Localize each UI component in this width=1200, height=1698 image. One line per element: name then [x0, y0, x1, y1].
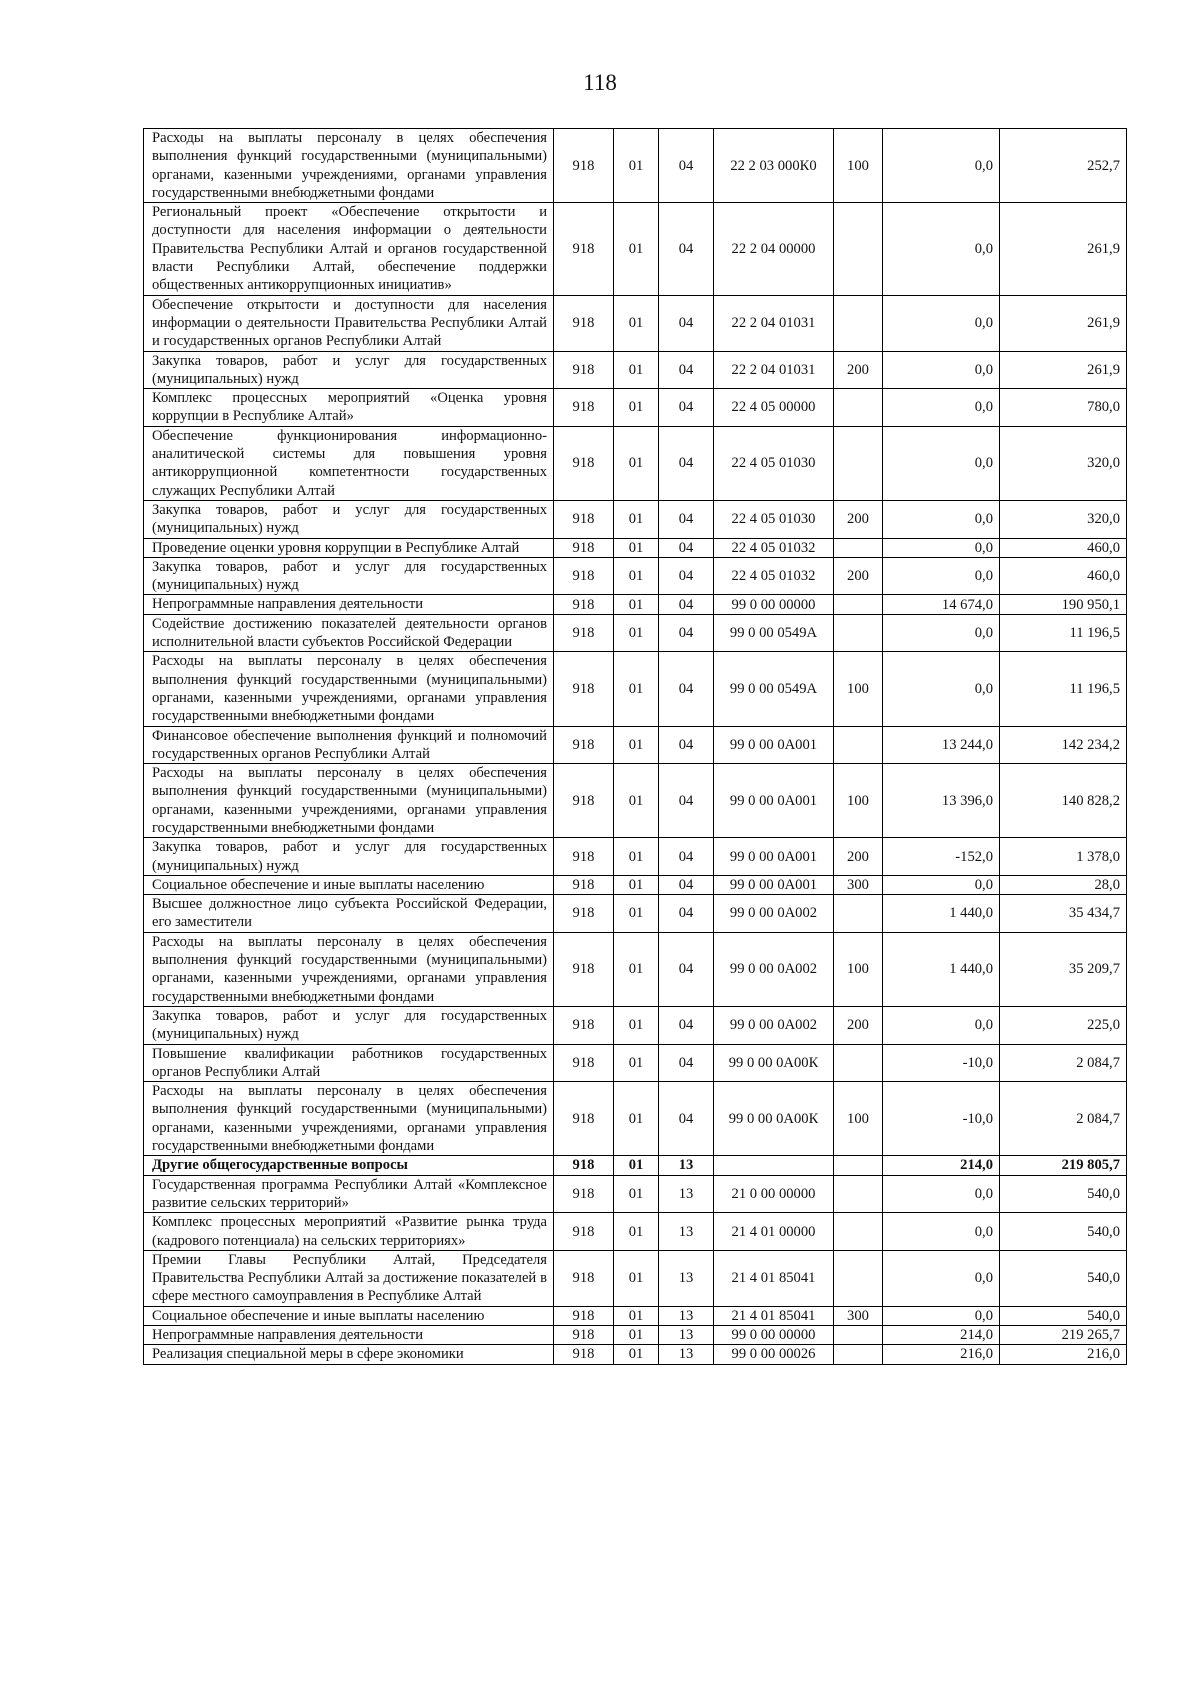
row-rz-cell: 01: [614, 838, 659, 876]
row-pr-cell: 13: [659, 1345, 714, 1364]
table-row: [144, 1250, 1127, 1306]
row-rz-cell: 01: [614, 1306, 659, 1325]
row-total-cell: 540,0: [1000, 1306, 1127, 1325]
row-vr-cell: 300: [834, 875, 883, 894]
row-name-cell: Региональный проект «Обеспечение открытости и доступности для населения информации о деятельности Правительства Республики Алтай и органов государственной власти Республики Алтай, обеспечение поддержки общественных антикоррупционных инициатив»: [144, 203, 554, 295]
row-rz-cell: 01: [614, 1082, 659, 1156]
row-name-cell: Расходы на выплаты персоналу в целях обеспечения выполнения функций государственными (муниципальными) органами, казенными учреждениями, органами управления государственными внебюджетными фондами: [144, 652, 554, 726]
row-gr-cell: 918: [554, 1006, 614, 1044]
row-gr-cell: 918: [554, 1044, 614, 1082]
row-csr-cell: 21 0 00 00000: [714, 1175, 834, 1213]
row-name-cell: Непрограммные направления деятельности: [144, 595, 554, 614]
row-pr-cell: 04: [659, 726, 714, 764]
row-vr-cell: 100: [834, 652, 883, 726]
row-change-cell: 13 396,0: [883, 764, 1000, 838]
row-total-cell: 28,0: [1000, 875, 1127, 894]
row-total-cell: 219 265,7: [1000, 1326, 1127, 1345]
row-pr-cell: 13: [659, 1156, 714, 1175]
row-name-cell: Закупка товаров, работ и услуг для государственных (муниципальных) нужд: [144, 557, 554, 595]
row-name-cell: Социальное обеспечение и иные выплаты населению: [144, 1306, 554, 1325]
row-change-cell: 0,0: [883, 295, 1000, 351]
row-vr-cell: [834, 295, 883, 351]
row-vr-cell: [834, 538, 883, 557]
row-gr-cell: 918: [554, 1345, 614, 1364]
row-name-cell: Социальное обеспечение и иные выплаты населению: [144, 875, 554, 894]
table-row: [144, 1306, 1127, 1325]
row-vr-cell: [834, 595, 883, 614]
row-csr-cell: 99 0 00 0549А: [714, 614, 834, 652]
row-vr-cell: [834, 1156, 883, 1175]
row-csr-cell: 99 0 00 0А001: [714, 726, 834, 764]
row-pr-cell: 04: [659, 1006, 714, 1044]
row-gr-cell: 918: [554, 389, 614, 427]
row-rz-cell: 01: [614, 1044, 659, 1082]
table-row: [144, 595, 1127, 614]
row-total-cell: 252,7: [1000, 129, 1127, 203]
row-gr-cell: 918: [554, 838, 614, 876]
row-gr-cell: 918: [554, 129, 614, 203]
row-total-cell: 11 196,5: [1000, 614, 1127, 652]
row-gr-cell: 918: [554, 895, 614, 933]
row-name-cell: Содействие достижению показателей деятельности органов исполнительной власти субъектов Российской Федерации: [144, 614, 554, 652]
row-pr-cell: 04: [659, 295, 714, 351]
row-total-cell: 540,0: [1000, 1250, 1127, 1306]
row-rz-cell: 01: [614, 295, 659, 351]
row-name-cell: Расходы на выплаты персоналу в целях обеспечения выполнения функций государственными (муниципальными) органами, казенными учреждениями, органами управления государственными внебюджетными фондами: [144, 764, 554, 838]
row-pr-cell: 04: [659, 351, 714, 389]
row-rz-cell: 01: [614, 595, 659, 614]
row-name-cell: Комплекс процессных мероприятий «Развитие рынка труда (кадрового потенциала) на сельских территориях»: [144, 1213, 554, 1251]
row-change-cell: 214,0: [883, 1156, 1000, 1175]
table-row: [144, 557, 1127, 595]
row-csr-cell: 22 4 05 00000: [714, 389, 834, 427]
row-total-cell: 140 828,2: [1000, 764, 1127, 838]
row-vr-cell: 200: [834, 351, 883, 389]
table-row: [144, 203, 1127, 295]
row-gr-cell: 918: [554, 726, 614, 764]
row-pr-cell: 04: [659, 595, 714, 614]
row-csr-cell: 22 2 04 01031: [714, 351, 834, 389]
row-pr-cell: 04: [659, 895, 714, 933]
table-row: [144, 1006, 1127, 1044]
row-total-cell: 11 196,5: [1000, 652, 1127, 726]
row-pr-cell: 13: [659, 1175, 714, 1213]
row-vr-cell: [834, 1345, 883, 1364]
row-csr-cell: 22 4 05 01030: [714, 500, 834, 538]
table-row: [144, 500, 1127, 538]
row-gr-cell: 918: [554, 1326, 614, 1345]
row-change-cell: 1 440,0: [883, 895, 1000, 933]
row-change-cell: 0,0: [883, 389, 1000, 427]
page-number: 118: [583, 70, 617, 95]
row-gr-cell: 918: [554, 1082, 614, 1156]
table-row: [144, 351, 1127, 389]
row-csr-cell: 22 2 04 01031: [714, 295, 834, 351]
row-rz-cell: 01: [614, 1156, 659, 1175]
row-gr-cell: 918: [554, 351, 614, 389]
row-vr-cell: 100: [834, 129, 883, 203]
row-vr-cell: [834, 389, 883, 427]
table-row: [144, 1326, 1127, 1345]
row-vr-cell: [834, 203, 883, 295]
table-row: [144, 1175, 1127, 1213]
row-csr-cell: 22 2 04 00000: [714, 203, 834, 295]
row-rz-cell: 01: [614, 932, 659, 1006]
row-total-cell: 261,9: [1000, 295, 1127, 351]
table-row: [144, 895, 1127, 933]
row-vr-cell: 200: [834, 838, 883, 876]
row-pr-cell: 04: [659, 389, 714, 427]
table-row: [144, 1082, 1127, 1156]
table-row: [144, 129, 1127, 203]
table-row: [144, 295, 1127, 351]
row-vr-cell: [834, 1044, 883, 1082]
row-name-cell: Проведение оценки уровня коррупции в Республике Алтай: [144, 538, 554, 557]
row-rz-cell: 01: [614, 500, 659, 538]
row-pr-cell: 04: [659, 764, 714, 838]
row-change-cell: 216,0: [883, 1345, 1000, 1364]
row-change-cell: 0,0: [883, 614, 1000, 652]
row-csr-cell: 99 0 00 0А002: [714, 895, 834, 933]
budget-table: [143, 128, 1127, 1365]
row-csr-cell: 99 0 00 00000: [714, 1326, 834, 1345]
row-rz-cell: 01: [614, 1250, 659, 1306]
row-gr-cell: 918: [554, 1156, 614, 1175]
row-csr-cell: 22 4 05 01030: [714, 426, 834, 500]
row-name-cell: Обеспечение функционирования информационно-аналитической системы для повышения уровня антикоррупционной компетентности государственных служащих Республики Алтай: [144, 426, 554, 500]
table-row: [144, 426, 1127, 500]
row-name-cell: Расходы на выплаты персоналу в целях обеспечения выполнения функций государственными (муниципальными) органами, казенными учреждениями, органами управления государственными внебюджетными фондами: [144, 129, 554, 203]
row-gr-cell: 918: [554, 764, 614, 838]
row-name-cell: Закупка товаров, работ и услуг для государственных (муниципальных) нужд: [144, 838, 554, 876]
row-rz-cell: 01: [614, 351, 659, 389]
row-name-cell: Государственная программа Республики Алтай «Комплексное развитие сельских территорий»: [144, 1175, 554, 1213]
row-change-cell: 0,0: [883, 351, 1000, 389]
row-total-cell: 320,0: [1000, 426, 1127, 500]
row-vr-cell: 300: [834, 1306, 883, 1325]
row-pr-cell: 13: [659, 1213, 714, 1251]
row-pr-cell: 13: [659, 1250, 714, 1306]
row-change-cell: -10,0: [883, 1082, 1000, 1156]
row-total-cell: 142 234,2: [1000, 726, 1127, 764]
row-rz-cell: 01: [614, 764, 659, 838]
table-row: [144, 838, 1127, 876]
row-rz-cell: 01: [614, 538, 659, 557]
row-name-cell: Расходы на выплаты персоналу в целях обеспечения выполнения функций государственными (муниципальными) органами, казенными учреждениями, органами управления государственными внебюджетными фондами: [144, 1082, 554, 1156]
row-rz-cell: 01: [614, 1006, 659, 1044]
row-change-cell: 0,0: [883, 426, 1000, 500]
row-rz-cell: 01: [614, 1345, 659, 1364]
row-gr-cell: 918: [554, 538, 614, 557]
row-change-cell: 0,0: [883, 875, 1000, 894]
row-rz-cell: 01: [614, 203, 659, 295]
table-row: [144, 1213, 1127, 1251]
row-total-cell: 35 209,7: [1000, 932, 1127, 1006]
row-change-cell: 0,0: [883, 538, 1000, 557]
row-total-cell: 2 084,7: [1000, 1044, 1127, 1082]
row-vr-cell: [834, 1213, 883, 1251]
row-name-cell: Высшее должностное лицо субъекта Российской Федерации, его заместители: [144, 895, 554, 933]
row-total-cell: 540,0: [1000, 1175, 1127, 1213]
row-pr-cell: 04: [659, 203, 714, 295]
row-pr-cell: 13: [659, 1306, 714, 1325]
table-row: [144, 726, 1127, 764]
row-gr-cell: 918: [554, 1175, 614, 1213]
row-total-cell: 219 805,7: [1000, 1156, 1127, 1175]
table-row: [144, 932, 1127, 1006]
row-vr-cell: 200: [834, 1006, 883, 1044]
row-vr-cell: 100: [834, 1082, 883, 1156]
row-gr-cell: 918: [554, 557, 614, 595]
row-csr-cell: 21 4 01 85041: [714, 1306, 834, 1325]
row-csr-cell: 99 0 00 0А001: [714, 875, 834, 894]
row-vr-cell: 200: [834, 500, 883, 538]
row-total-cell: 261,9: [1000, 351, 1127, 389]
row-rz-cell: 01: [614, 389, 659, 427]
row-change-cell: 214,0: [883, 1326, 1000, 1345]
row-name-cell: Финансовое обеспечение выполнения функций и полномочий государственных органов Республики Алтай: [144, 726, 554, 764]
row-change-cell: 0,0: [883, 1175, 1000, 1213]
row-gr-cell: 918: [554, 426, 614, 500]
row-vr-cell: 100: [834, 764, 883, 838]
row-change-cell: 14 674,0: [883, 595, 1000, 614]
row-gr-cell: 918: [554, 500, 614, 538]
row-change-cell: 0,0: [883, 1250, 1000, 1306]
table-row: [144, 764, 1127, 838]
row-csr-cell: 22 4 05 01032: [714, 538, 834, 557]
row-change-cell: 1 440,0: [883, 932, 1000, 1006]
row-csr-cell: 99 0 00 0А001: [714, 838, 834, 876]
row-change-cell: 0,0: [883, 129, 1000, 203]
row-gr-cell: 918: [554, 203, 614, 295]
row-name-cell: Расходы на выплаты персоналу в целях обеспечения выполнения функций государственными (муниципальными) органами, казенными учреждениями, органами управления государственными внебюджетными фондами: [144, 932, 554, 1006]
row-gr-cell: 918: [554, 1250, 614, 1306]
row-pr-cell: 04: [659, 652, 714, 726]
table-body: [144, 129, 1127, 1365]
row-pr-cell: 04: [659, 1082, 714, 1156]
row-change-cell: -10,0: [883, 1044, 1000, 1082]
row-name-cell: Закупка товаров, работ и услуг для государственных (муниципальных) нужд: [144, 500, 554, 538]
row-name-cell: Закупка товаров, работ и услуг для государственных (муниципальных) нужд: [144, 351, 554, 389]
row-pr-cell: 04: [659, 875, 714, 894]
row-gr-cell: 918: [554, 1306, 614, 1325]
row-csr-cell: 99 0 00 0А001: [714, 764, 834, 838]
row-rz-cell: 01: [614, 895, 659, 933]
row-pr-cell: 04: [659, 500, 714, 538]
row-total-cell: 780,0: [1000, 389, 1127, 427]
row-pr-cell: 04: [659, 426, 714, 500]
row-total-cell: 2 084,7: [1000, 1082, 1127, 1156]
row-name-cell: Повышение квалификации работников государственных органов Республики Алтай: [144, 1044, 554, 1082]
row-vr-cell: [834, 1175, 883, 1213]
row-vr-cell: [834, 1326, 883, 1345]
row-change-cell: 0,0: [883, 203, 1000, 295]
row-change-cell: 0,0: [883, 1306, 1000, 1325]
row-csr-cell: 99 0 00 0549А: [714, 652, 834, 726]
row-total-cell: 540,0: [1000, 1213, 1127, 1251]
row-rz-cell: 01: [614, 557, 659, 595]
row-rz-cell: 01: [614, 726, 659, 764]
row-change-cell: 13 244,0: [883, 726, 1000, 764]
row-rz-cell: 01: [614, 875, 659, 894]
row-change-cell: 0,0: [883, 652, 1000, 726]
row-name-cell: Обеспечение открытости и доступности для населения информации о деятельности Правительства Республики Алтай и государственных органов Республики Алтай: [144, 295, 554, 351]
row-rz-cell: 01: [614, 1326, 659, 1345]
row-total-cell: 190 950,1: [1000, 595, 1127, 614]
row-total-cell: 1 378,0: [1000, 838, 1127, 876]
row-pr-cell: 04: [659, 1044, 714, 1082]
row-rz-cell: 01: [614, 652, 659, 726]
row-csr-cell: 99 0 00 00026: [714, 1345, 834, 1364]
row-rz-cell: 01: [614, 614, 659, 652]
row-change-cell: 0,0: [883, 557, 1000, 595]
row-csr-cell: 99 0 00 0А002: [714, 932, 834, 1006]
table-row: [144, 652, 1127, 726]
row-name-cell: Непрограммные направления деятельности: [144, 1326, 554, 1345]
row-pr-cell: 04: [659, 614, 714, 652]
row-name-cell: Закупка товаров, работ и услуг для государственных (муниципальных) нужд: [144, 1006, 554, 1044]
table-row: [144, 389, 1127, 427]
row-csr-cell: 21 4 01 00000: [714, 1213, 834, 1251]
table-row: [144, 538, 1127, 557]
row-name-cell: Другие общегосударственные вопросы: [144, 1156, 554, 1175]
row-pr-cell: 04: [659, 557, 714, 595]
row-vr-cell: 200: [834, 557, 883, 595]
row-csr-cell: 21 4 01 85041: [714, 1250, 834, 1306]
row-pr-cell: 04: [659, 932, 714, 1006]
table-row: [144, 875, 1127, 894]
row-vr-cell: [834, 426, 883, 500]
row-gr-cell: 918: [554, 295, 614, 351]
row-csr-cell: 22 4 05 01032: [714, 557, 834, 595]
row-total-cell: 261,9: [1000, 203, 1127, 295]
row-rz-cell: 01: [614, 426, 659, 500]
row-vr-cell: 100: [834, 932, 883, 1006]
row-vr-cell: [834, 895, 883, 933]
row-vr-cell: [834, 726, 883, 764]
row-gr-cell: 918: [554, 614, 614, 652]
row-gr-cell: 918: [554, 652, 614, 726]
row-pr-cell: 13: [659, 1326, 714, 1345]
row-gr-cell: 918: [554, 875, 614, 894]
row-total-cell: 35 434,7: [1000, 895, 1127, 933]
row-change-cell: 0,0: [883, 500, 1000, 538]
table-row: [144, 1156, 1127, 1175]
row-gr-cell: 918: [554, 1213, 614, 1251]
row-change-cell: 0,0: [883, 1006, 1000, 1044]
table-row: [144, 1345, 1127, 1364]
row-csr-cell: 99 0 00 00000: [714, 595, 834, 614]
row-name-cell: Реализация специальной меры в сфере экономики: [144, 1345, 554, 1364]
table-row: [144, 1044, 1127, 1082]
row-csr-cell: 99 0 00 0А002: [714, 1006, 834, 1044]
row-change-cell: 0,0: [883, 1213, 1000, 1251]
row-csr-cell: [714, 1156, 834, 1175]
row-rz-cell: 01: [614, 1213, 659, 1251]
row-vr-cell: [834, 614, 883, 652]
row-gr-cell: 918: [554, 932, 614, 1006]
row-pr-cell: 04: [659, 129, 714, 203]
row-name-cell: Премии Главы Республики Алтай, Председателя Правительства Республики Алтай за достижение показателей в сфере местного самоуправления в Республике Алтай: [144, 1250, 554, 1306]
row-csr-cell: 22 2 03 000К0: [714, 129, 834, 203]
row-pr-cell: 04: [659, 838, 714, 876]
row-rz-cell: 01: [614, 129, 659, 203]
row-csr-cell: 99 0 00 0А00К: [714, 1082, 834, 1156]
row-vr-cell: [834, 1250, 883, 1306]
row-total-cell: 460,0: [1000, 557, 1127, 595]
row-change-cell: -152,0: [883, 838, 1000, 876]
row-total-cell: 320,0: [1000, 500, 1127, 538]
row-pr-cell: 04: [659, 538, 714, 557]
table-row: [144, 614, 1127, 652]
row-gr-cell: 918: [554, 595, 614, 614]
row-rz-cell: 01: [614, 1175, 659, 1213]
row-name-cell: Комплекс процессных мероприятий «Оценка уровня коррупции в Республике Алтай»: [144, 389, 554, 427]
row-total-cell: 460,0: [1000, 538, 1127, 557]
row-csr-cell: 99 0 00 0А00К: [714, 1044, 834, 1082]
row-total-cell: 225,0: [1000, 1006, 1127, 1044]
row-total-cell: 216,0: [1000, 1345, 1127, 1364]
